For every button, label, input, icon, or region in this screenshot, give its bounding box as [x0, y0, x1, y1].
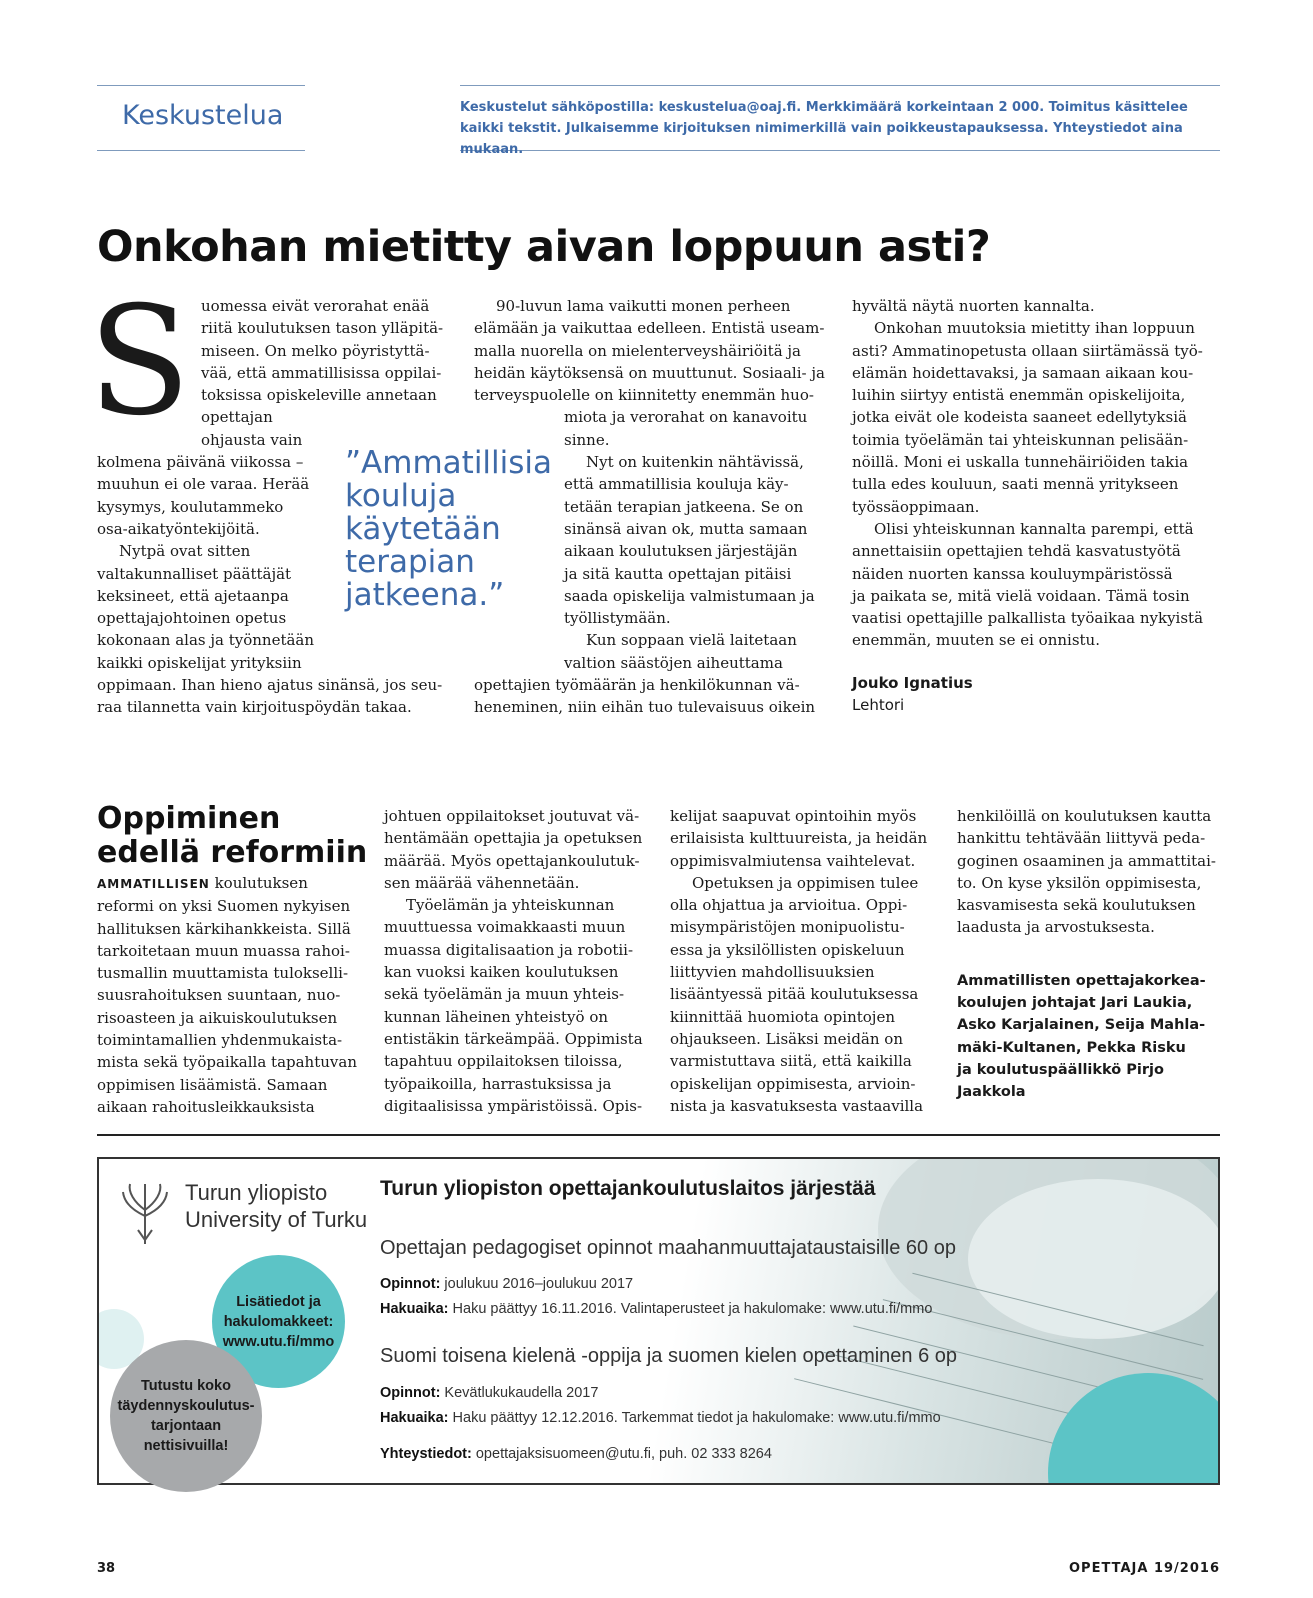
text-line: toimintamallien yhdenmukaista- [97, 1031, 343, 1050]
text-line: kan vuoksi kaiken koulutuksen [384, 963, 619, 982]
course1-studies [380, 1276, 633, 1292]
text-line: opettajajohtoinen opetus [97, 609, 287, 628]
text-line: 90-luvun lama vaikutti monen perheen [496, 297, 791, 315]
text-line: vaatisi opettajille palkallista työaikaa nykyistä [852, 609, 1204, 628]
submission-guidelines: Keskustelut sähköpostilla: keskustelua@oaj.fi. Merkkimäärä korkeintaan 2 000. Toimitus käsittelee kaikki tekstit. Julkaisemme kirjoituksen nimimerkillä vain poikkeustapauksessa. Yhteystiedot aina mukaan. [460, 100, 1188, 157]
value: Kevätlukukaudella 2017 [440, 1385, 599, 1401]
text-line: näiden nuorten kanssa kouluympäristössä [852, 564, 1173, 583]
page-number: 38 [97, 1561, 116, 1576]
text-line: elämään ja vaikuttaa edelleen. Entistä useam- [474, 319, 825, 338]
article2-authors [957, 970, 1225, 1104]
text-line: heneminen, niin eihän tuo tulevaisuus oikein [474, 698, 816, 717]
text-line: sinänsä aivan ok, mutta samaan [564, 519, 808, 538]
text-line: kasvamisesta sekä koulutuksen [957, 896, 1196, 915]
label: Yhteystiedot: [380, 1446, 472, 1462]
text-line: Onkohan muutoksia mietitty ihan loppuun [874, 319, 1195, 338]
text-line: Kun soppaan vielä laitetaan [586, 631, 797, 650]
text-line: kiinnittää huomiota opintojen [670, 1007, 895, 1026]
article2-column-2 [384, 805, 659, 1117]
university-name-en: University of Turku [185, 1207, 368, 1232]
section-label: Keskustelua [122, 100, 284, 131]
text-line: kolmena päivänä viikossa – [97, 453, 304, 472]
text-line: sinne. [564, 430, 610, 449]
text-line: kysymys, koulutammeko [97, 497, 284, 516]
text-line: muassa digitalisaation ja robotii- [384, 940, 634, 959]
author-line: Ammatillisten opettajakorkea- [957, 972, 1206, 989]
circle-text: tarjontaan [150, 1418, 222, 1434]
text-line: johtuen oppilaitokset joutuvat vä- [384, 807, 640, 825]
text-line: opettajien työmäärän ja henkilökunnan vä- [474, 676, 800, 695]
text-line: opettajan [201, 408, 273, 427]
ad-title: Turun yliopiston opettajankoulutuslaitos järjestää [380, 1177, 876, 1200]
author-line: ja koulutuspäällikkö Pirjo [957, 1061, 1164, 1078]
text-line: misympäristöjen monipuolistu- [670, 918, 905, 937]
text-line: toksissa opiskeleville annetaan [201, 386, 437, 405]
header-rule-top-right [460, 85, 1220, 86]
university-logo-icon [120, 1180, 170, 1248]
author-line: koulujen johtajat Jari Laukia, [957, 995, 1193, 1012]
text-line: asti? Ammatinopetusta ollaan siirtämässä työ- [852, 341, 1203, 360]
text-line: valtion säästöjen aiheuttama [564, 653, 783, 672]
university-name-fi: Turun yliopisto [185, 1180, 328, 1205]
text-line: tusmallin muuttamista tulokselli- [97, 964, 349, 983]
author-line: mäki-Kultanen, Pekka Risku [957, 1039, 1186, 1056]
text-line: to. On kyse yksilön oppimisesta, [957, 873, 1202, 892]
text-line: liittyvien mahdollisuuksien [670, 963, 875, 982]
text-line: reformi on yksi Suomen nykyisen [97, 897, 351, 916]
text-line: olla ohjattua ja arvioitua. Oppi- [670, 896, 908, 915]
course2-name: Suomi toisena kielenä -oppija ja suomen kielen opettaminen 6 op [380, 1345, 958, 1367]
text-line: Olisi yhteiskunnan kannalta parempi, että [874, 519, 1194, 538]
text-line: aikaan rahoitusleikkauksista [97, 1097, 315, 1116]
text-line: Opetuksen ja oppimisen tulee [692, 873, 919, 892]
article1-author-role: Lehtori [852, 695, 905, 714]
text-line: opiskelijan oppimisesta, arvioin- [670, 1074, 916, 1093]
text-line: suusrahoituksen suuntaan, nuo- [97, 986, 341, 1005]
course2-application [380, 1410, 941, 1426]
hand-shape [968, 1179, 1220, 1339]
circle-text: täydennyskoulutus- [117, 1398, 255, 1414]
text-line: entistäkin tärkeämpää. Oppimista [384, 1029, 643, 1048]
text-line: digitaalisissa ympäristöissä. Opis- [384, 1096, 643, 1115]
text-line: tarkoitetaan muun muassa rahoi- [97, 941, 350, 960]
text-line: ja paikata se, mitä vielä voidaan. Tämä tosin [852, 586, 1190, 605]
label: Hakuaika: [380, 1410, 449, 1426]
label: Opinnot: [380, 1385, 441, 1401]
text-line: saada opiskelija valmistumaan ja [564, 586, 815, 605]
label: Opinnot: [380, 1276, 441, 1292]
text-line: luihin siirtyy entistä enemmän opiskelijoita, [852, 386, 1186, 405]
value: Haku päättyy 16.11.2016. Valintaperusteet ja hakulomake: www.utu.fi/mmo [448, 1301, 933, 1317]
text-line: työpaikoilla, harrastuksissa ja [384, 1074, 612, 1093]
text-line: kelijat saapuvat opintoihin myös [670, 807, 917, 825]
course2-studies [380, 1385, 598, 1401]
text-line: terveyspuolelle on kiinnitetty enemmän huo- [474, 386, 814, 405]
article2-headline: Oppiminen edellä reformiin [97, 801, 368, 870]
text-line: essa ja yksilöllisten opiskeluun [670, 940, 905, 959]
article1-column-2 [474, 295, 834, 719]
ad-contact [380, 1446, 772, 1462]
text-line: uomessa eivät verorahat enää [201, 297, 430, 315]
text-line: oppimisvalmiutensa vaihtelevat. [670, 851, 916, 870]
pull-quote: ”Ammatillisia kouluja käytetään terapian jatkeena.” [345, 445, 553, 613]
text-line: sen määrää vähennetään. [384, 873, 580, 892]
text-line: riitä koulutuksen tason ylläpitä- [201, 319, 444, 338]
text-line: vää, että ammatillisissa oppilai- [201, 363, 442, 382]
section-divider [97, 1134, 1220, 1136]
decorative-teal-circle [1048, 1373, 1220, 1485]
text-line: kokonaan alas ja työnnetään [97, 631, 315, 650]
text-line: tapahtuu oppilaitoksen tiloissa, [384, 1052, 623, 1071]
text-line: hentämään opettajia ja opetuksen [384, 829, 643, 848]
text-line: työllistymään. [564, 609, 671, 628]
course1-name: Opettajan pedagogiset opinnot maahanmuuttajataustaisille 60 op [380, 1237, 956, 1259]
text-line: annettaisiin opettajien tehdä kasvatustyötä [852, 542, 1181, 561]
article1-author: Jouko Ignatius [852, 673, 973, 692]
circle-text: Lisätiedot ja [236, 1293, 321, 1310]
text-line: Työelämän ja yhteiskunnan [406, 896, 615, 915]
text-line: Nytpä ovat sitten [119, 542, 251, 561]
text-line: hyvältä näytä nuorten kannalta. [852, 297, 1095, 315]
value: joulukuu 2016–joulukuu 2017 [440, 1276, 634, 1292]
value: Haku päättyy 12.12.2016. Tarkemmat tiedot ja hakulomake: www.utu.fi/mmo [448, 1410, 941, 1426]
drop-cap: S [88, 275, 191, 449]
text-line: kunnan läheinen yhteistyö on [384, 1007, 609, 1026]
text-line: työssäoppimaan. [852, 497, 980, 516]
text-line: erilaisista kulttuureista, ja heidän [670, 829, 928, 848]
article2-column-3 [670, 805, 945, 1117]
text-line: malla nuorella on mielenterveyshäiriöitä ja [474, 341, 801, 360]
text-line: goginen osaaminen ja ammattitai- [957, 851, 1216, 870]
text-line: nöillä. Moni ei uskalla tunnehäiriöiden takia [852, 453, 1189, 472]
header-rule-bottom-left [97, 150, 305, 151]
circle-text: hakulomakkeet: [223, 1313, 334, 1330]
text-line: toimia työelämän tai yhteiskunnan pelisään- [852, 430, 1189, 449]
text-line: muuttuessa voimakkaasti muun [384, 918, 626, 937]
text-line: koulutuksen [209, 874, 308, 892]
text-line: laadusta ja arvostuksesta. [957, 918, 1155, 937]
label: Hakuaika: [380, 1301, 449, 1317]
text-line: muuhun ei ole varaa. Herää [97, 475, 310, 494]
text-line: mista sekä työpaikalla tapahtuvan [97, 1053, 357, 1072]
text-line: miota ja verorahat on kanavoitu [564, 408, 808, 427]
text-line: keksineet, että ajetaanpa [97, 586, 289, 605]
text-line: jotka eivät ole kodeista saaneet edellytyksiä [852, 408, 1187, 427]
text-line: hallituksen kärkihankkeista. Sillä [97, 919, 351, 938]
text-line: ohjausta vain [201, 430, 303, 449]
text-line: Nyt on kuitenkin nähtävissä, [586, 453, 804, 472]
circle-text: www.utu.fi/mmo [222, 1333, 335, 1350]
text-line: oppimaan. Ihan hieno ajatus sinänsä, jos seu- [97, 676, 443, 695]
text-line: osa-aikatyöntekijöitä. [97, 519, 260, 538]
ad-photo-hand-writing [578, 1159, 1218, 1483]
text-line: nista ja kasvatuksesta vastaavilla [670, 1096, 924, 1115]
article2-column-1 [97, 872, 372, 1118]
text-line: henkilöillä on koulutuksen kautta [957, 807, 1212, 825]
text-line: ohjaukseen. Lisäksi meidän on [670, 1029, 903, 1048]
text-line: varmistuttava siitä, että kaikilla [670, 1052, 912, 1071]
article1-headline: Onkohan mietitty aivan loppuun asti? [97, 222, 991, 272]
magazine-issue: OPETTAJA 19/2016 [1069, 1561, 1220, 1576]
text-line: tulla edes kouluun, saati mennä yritykseen [852, 475, 1179, 494]
circle-text: Tutustu koko [141, 1378, 231, 1394]
value: opettajaksisuomeen@utu.fi, puh. 02 333 8264 [471, 1446, 772, 1462]
lead-word: AMMATILLISEN [97, 877, 210, 891]
article1-column-3 [852, 295, 1224, 716]
text-line: hankittu tehtävään liittyvä peda- [957, 829, 1206, 848]
text-line: kaikki opiskelijat yrityksiin [97, 653, 302, 672]
text-line: elämän hoidettavaksi, ja samaan aikaan kou- [852, 363, 1194, 382]
text-line: valtakunnalliset päättäjät [97, 564, 292, 583]
text-line: sekä työelämän ja muun yhteis- [384, 985, 625, 1004]
text-line: lisääntyessä pitää koulutuksessa [670, 985, 919, 1004]
circle-text: nettisivuilla! [143, 1438, 229, 1454]
text-line: enemmän, muuten se ei onnistu. [852, 631, 1100, 650]
header-rule-top-left [97, 85, 305, 86]
article2-column-4 [957, 805, 1225, 1104]
text-line: ja sitä kautta opettajan pitäisi [564, 564, 792, 583]
text-line: oppimisen lisäämistä. Samaan [97, 1075, 328, 1094]
text-line: tetään terapian jatkeena. Se on [564, 497, 804, 516]
text-line: heidän käytöksensä on muuttunut. Sosiaali- ja [474, 363, 825, 382]
text-line: aikaan koulutuksen järjestäjän [564, 542, 798, 561]
text-line: että ammatillisia kouluja käy- [564, 475, 789, 494]
text-line: määrää. Myös opettajankoulutuk- [384, 851, 640, 870]
text-line: raa tilannetta vain kirjoituspöydän takaa. [97, 698, 412, 717]
text-line: miseen. On melko pöyristyttä- [201, 341, 430, 360]
author-line: Jaakkola [957, 1084, 1026, 1101]
course1-application [380, 1301, 932, 1317]
author-line: Asko Karjalainen, Seija Mahla- [957, 1017, 1206, 1034]
text-line: risoasteen ja aikuiskoulutuksen [97, 1008, 338, 1027]
info-circle-gray[interactable] [110, 1340, 262, 1492]
